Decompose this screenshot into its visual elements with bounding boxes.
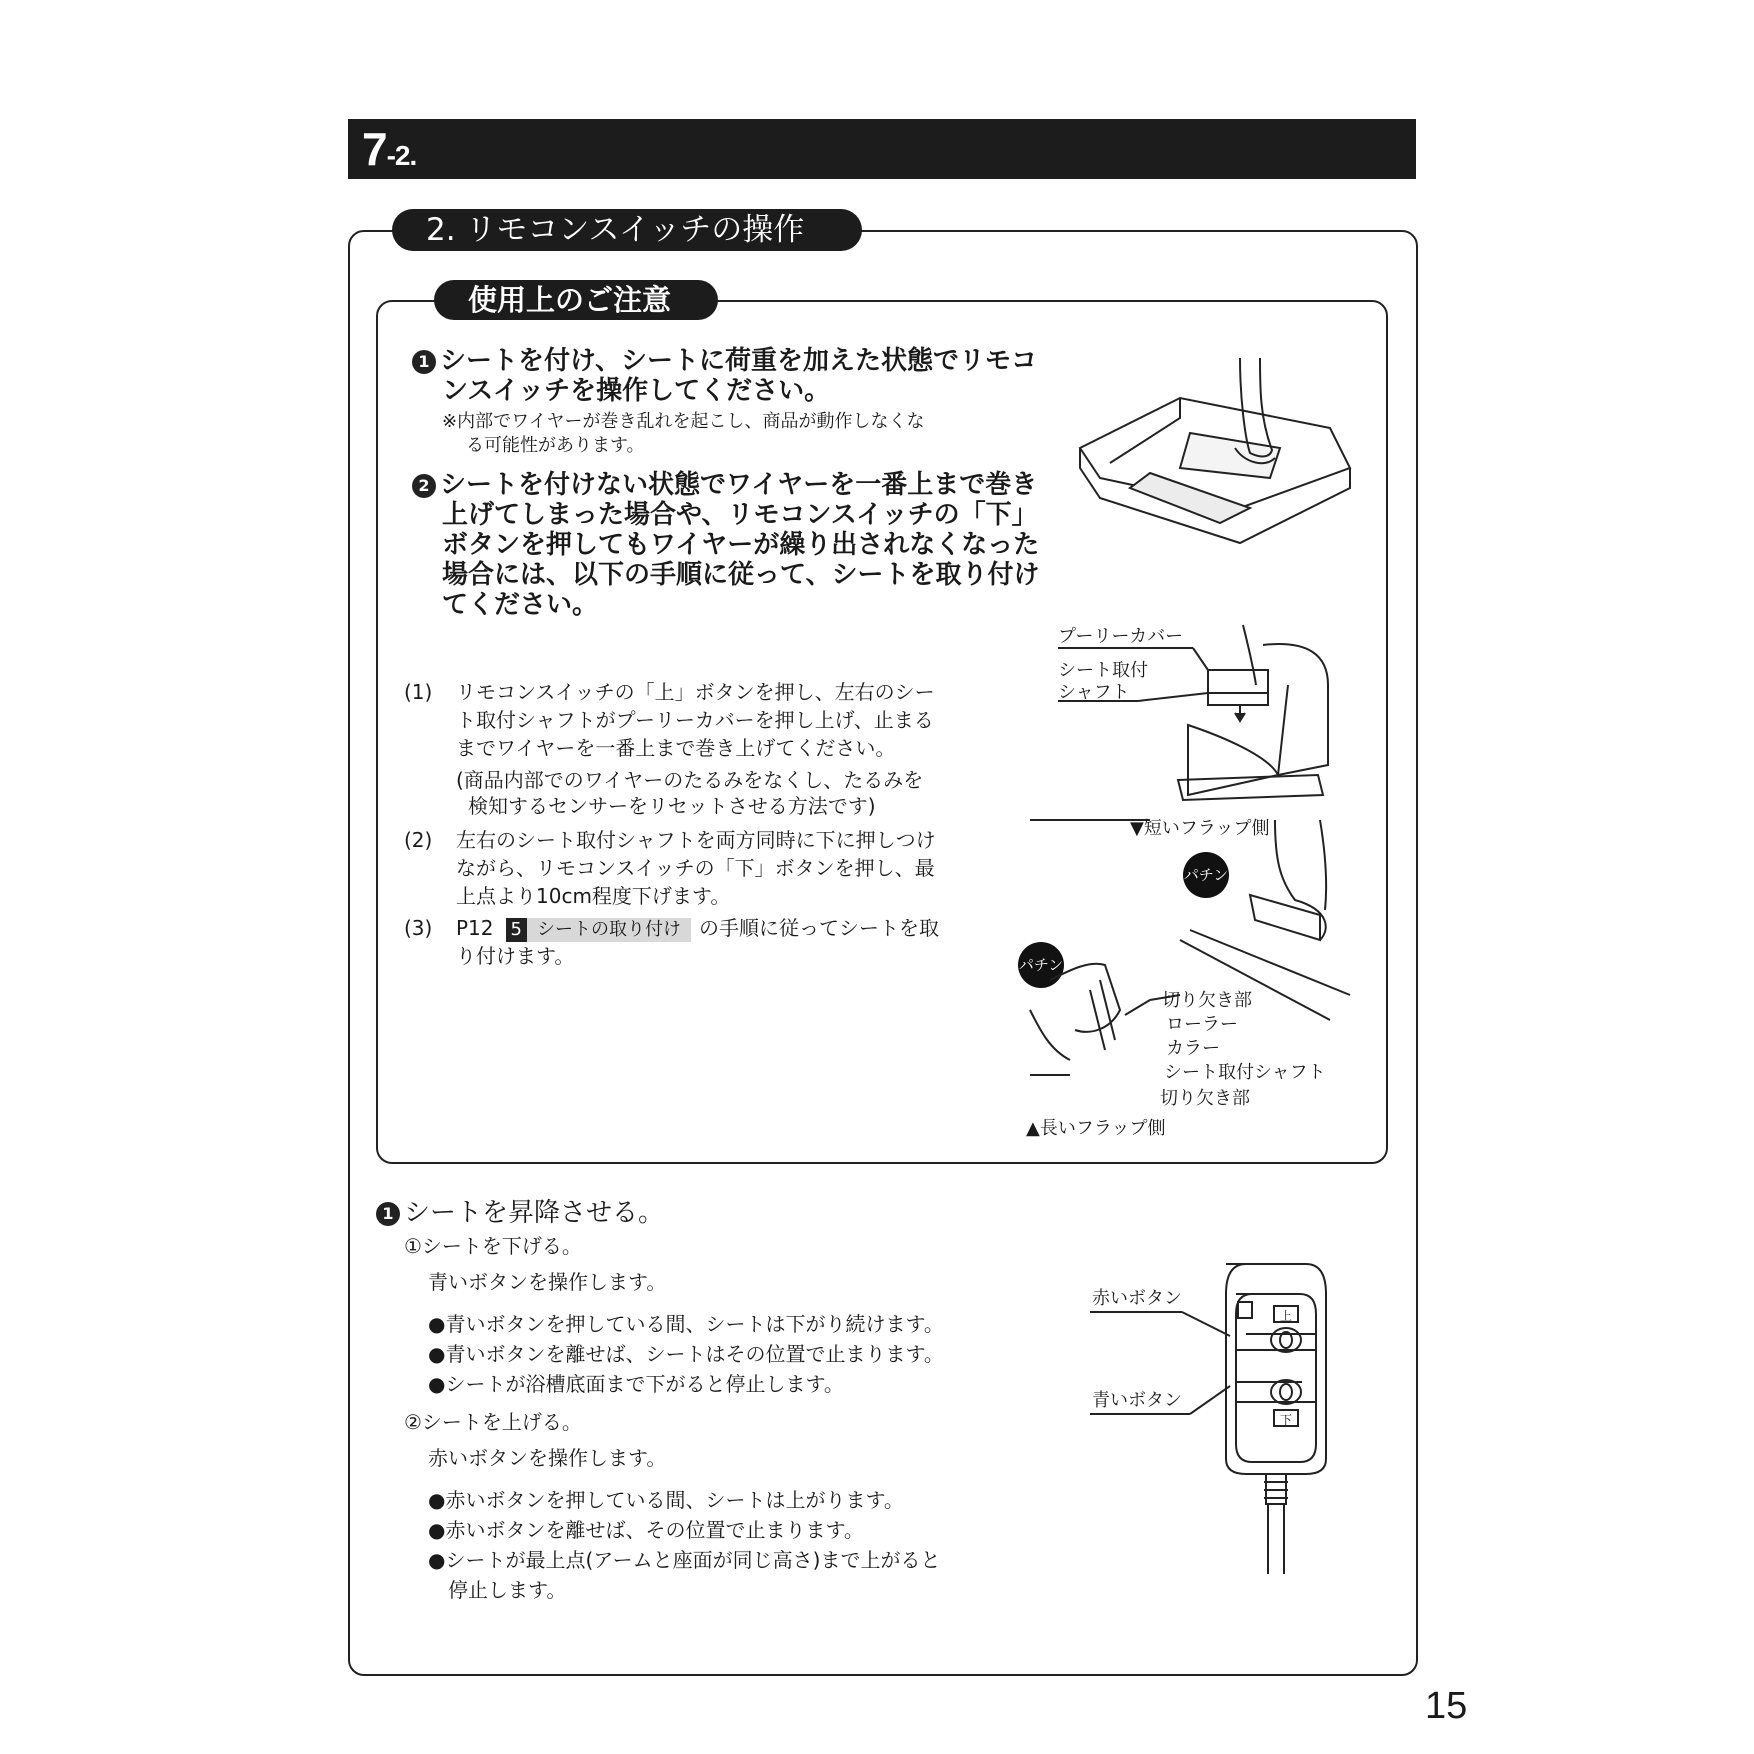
step-3-number: (3) [404, 916, 433, 940]
pulley-illustration [1058, 625, 1348, 805]
step-1-line-1: リモコンスイッチの「上」ボタンを押し、左右のシー [456, 680, 935, 704]
section-header-bar [348, 119, 1416, 179]
caution-item-1-line-1: 1 シートを付け、シートに荷重を加えた状態でリモコ [412, 346, 1037, 376]
step-2-number: (2) [404, 828, 433, 852]
raise-title: ②シートを上げる。 [404, 1410, 582, 1434]
label-pulley-cover: プーリーカバー [1058, 626, 1184, 647]
caution-item-2-line-1: 2 シートを付けない状態でワイヤーを一番上まで巻き [412, 470, 1037, 500]
reference-link: シートの取り付け [527, 918, 691, 942]
caution-item-1-note-2: る可能性があります。 [466, 435, 645, 456]
section-number: 7-2. [362, 123, 417, 175]
reference-number: 5 [506, 918, 527, 942]
section-title: 2. リモコンスイッチの操作 [392, 209, 862, 251]
raise-bullet-2: ●赤いボタンを離せば、その位置で止まります。 [428, 1518, 864, 1542]
label-blue-button: 青いボタン [1092, 1390, 1182, 1411]
seat-illustration [1060, 358, 1370, 578]
remote-control-illustration [1090, 1254, 1340, 1574]
page-number: 15 [1425, 1685, 1468, 1727]
label-seat-shaft-2: シャフト [1058, 682, 1130, 703]
caution-title: 使用上のご注意 [434, 280, 718, 320]
label-seat-shaft-full: シート取付シャフト [1164, 1062, 1326, 1083]
lower-bullet-3: ●シートが浴槽底面まで下がると停止します。 [428, 1372, 844, 1396]
label-short-flap: ▼短いフラップ側 [1130, 818, 1270, 839]
raise-bullet-1: ●赤いボタンを押している間、シートは上がります。 [428, 1488, 904, 1512]
label-notch-2: 切り欠き部 [1160, 1088, 1250, 1109]
step-1-note-2: 検知するセンサーをリセットさせる方法です) [468, 794, 876, 818]
step-1-number: (1) [404, 680, 433, 704]
operation-heading: 1 シートを昇降させる。 [376, 1198, 664, 1228]
step-2-line-3: 上点より10cm程度下げます。 [456, 884, 731, 908]
step-1-note-1: (商品内部でのワイヤーのたるみをなくし、たるみを [456, 768, 924, 792]
snap-callout-1: パチン [1183, 852, 1229, 898]
lower-intro: 青いボタンを操作します。 [428, 1270, 667, 1294]
caution-item-2-line-5: てください。 [442, 590, 599, 620]
lower-bullet-1: ●青いボタンを押している間、シートは下がり続けます。 [428, 1312, 944, 1336]
label-roller: ローラー [1166, 1014, 1238, 1035]
down-mark: 下 [1279, 1413, 1293, 1427]
caution-item-2-line-4: 場合には、以下の手順に従って、シートを取り付け [442, 560, 1040, 590]
caution-item-1-line-2: ンスイッチを操作してください。 [442, 376, 831, 406]
raise-bullet-3-cont: 停止します。 [448, 1578, 567, 1602]
label-long-flap: ▲長いフラップ側 [1026, 1118, 1166, 1139]
up-mark: 上 [1279, 1309, 1293, 1323]
caution-item-2-line-2: 上げてしまった場合や、リモコンスイッチの「下」 [442, 500, 1038, 530]
label-red-button: 赤いボタン [1092, 1288, 1182, 1309]
step-3-line-1: P12 5 シートの取り付け の手順に従ってシートを取 [456, 916, 939, 940]
step-1-line-2: ト取付シャフトがプーリーカバーを押し上げ、止まる [456, 708, 934, 732]
raise-intro: 赤いボタンを操作します。 [428, 1446, 667, 1470]
snap-callout-2: パチン [1018, 942, 1064, 988]
label-notch-1: 切り欠き部 [1162, 990, 1252, 1011]
step-2-line-2: ながら、リモコンスイッチの「下」ボタンを押し、最 [456, 856, 935, 880]
raise-bullet-3: ●シートが最上点(アームと座面が同じ高さ)まで上がると [428, 1548, 941, 1572]
caution-item-1-note-1: ※内部でワイヤーが巻き乱れを起こし、商品が動作しなくな [442, 411, 925, 432]
step-3-line-2: り付けます。 [456, 944, 575, 968]
lower-title: ①シートを下げる。 [404, 1234, 582, 1258]
caution-item-2-line-3: ボタンを押してもワイヤーが繰り出されなくなった [442, 530, 1040, 560]
lower-bullet-2: ●青いボタンを離せば、シートはその位置で止まります。 [428, 1342, 944, 1366]
label-seat-shaft-1: シート取付 [1058, 660, 1148, 681]
label-collar: カラー [1166, 1038, 1220, 1059]
step-1-line-3: までワイヤーを一番上まで巻き上げてください。 [456, 736, 896, 760]
step-2-line-1: 左右のシート取付シャフトを両方同時に下に押しつけ [456, 828, 936, 852]
